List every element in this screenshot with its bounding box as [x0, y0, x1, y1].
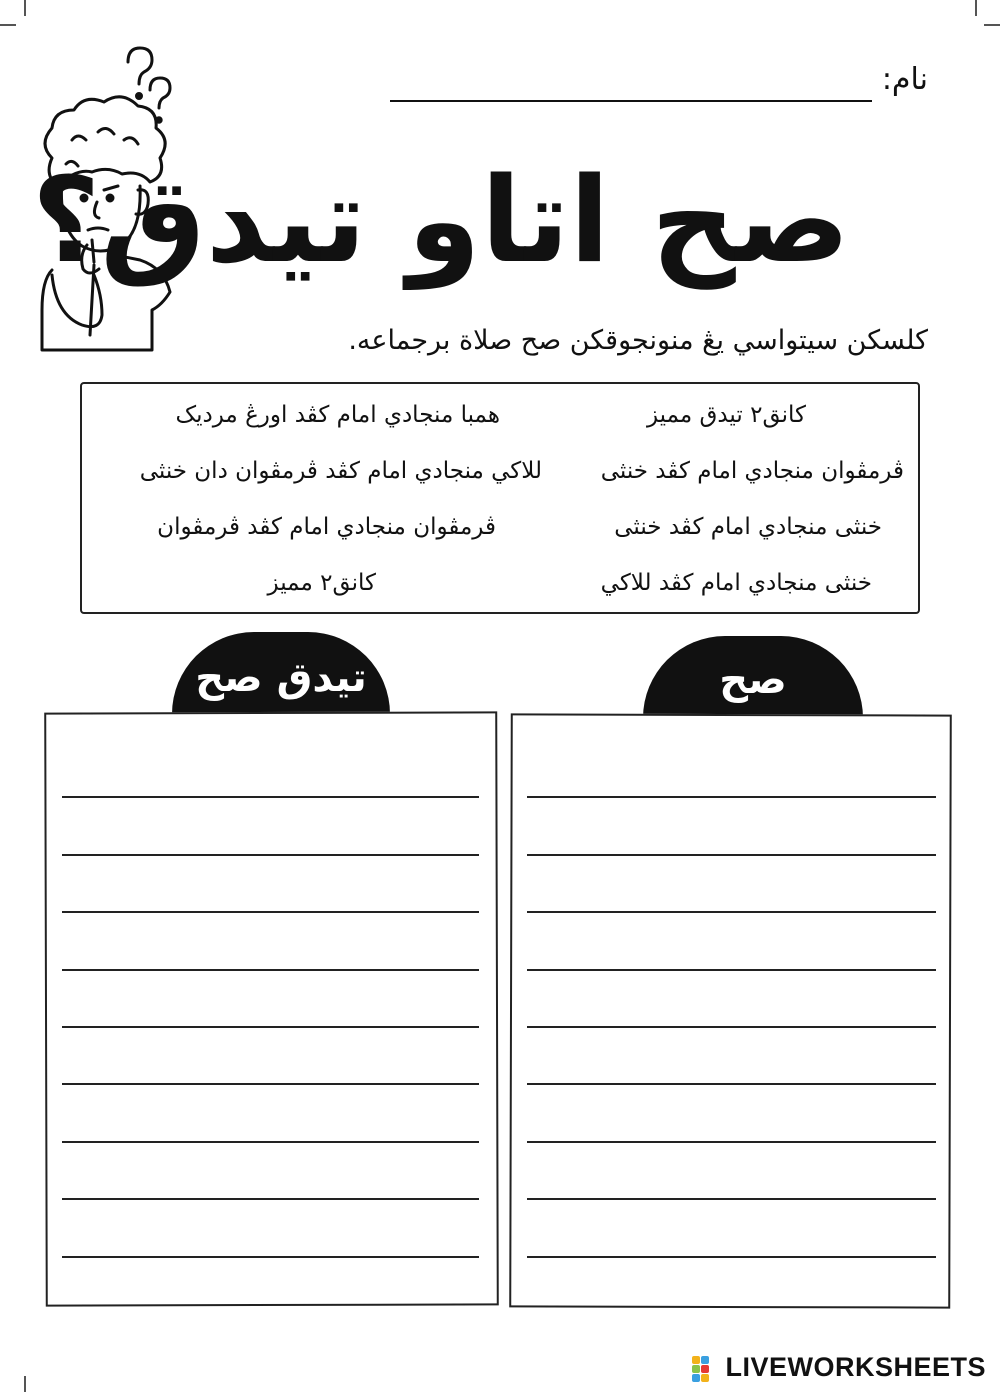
word-card[interactable]: للاكي منجادي امام كڤد ڤرمڤوان دان خنثى	[139, 458, 542, 484]
valid-dropzone[interactable]	[509, 713, 952, 1308]
corner-mark-top-right-h	[984, 24, 1000, 26]
answer-line[interactable]	[527, 1083, 936, 1085]
instruction-text: كلسكن سيتواسي يڠ منونجوقكن صح صلاة برجماعه.	[348, 325, 928, 356]
watermark-text: LIVEWORKSHEETS	[725, 1352, 986, 1382]
word-card[interactable]: خنثى منجادي امام كڤد خنثى	[614, 514, 882, 540]
name-label: نام:	[881, 62, 928, 97]
answer-line[interactable]	[62, 1083, 479, 1085]
answer-line[interactable]	[527, 796, 936, 798]
answer-line[interactable]	[62, 1141, 479, 1143]
word-card[interactable]: همبا منجادي امام كڤد اورڠ مرديک	[175, 402, 500, 428]
liveworksheets-logo-icon	[692, 1356, 710, 1382]
answer-line[interactable]	[527, 1198, 936, 1200]
word-card[interactable]: خنثى منجادي امام كڤد للاكي	[600, 570, 872, 596]
page-title: صح اتاو تيدق؟	[31, 151, 850, 289]
tab-not-valid	[172, 632, 390, 714]
corner-mark-top-right	[975, 0, 977, 16]
word-card[interactable]: كانق٢ تيدق مميز	[646, 402, 806, 428]
answer-line[interactable]	[62, 1256, 479, 1258]
word-card[interactable]: ڤرمڤوان منجادي امام كڤد خنثى	[600, 458, 904, 484]
answer-line[interactable]	[62, 854, 479, 856]
answer-line[interactable]	[527, 911, 936, 913]
answer-line[interactable]	[527, 1256, 936, 1258]
answer-line[interactable]	[62, 1026, 479, 1028]
name-input-line[interactable]	[390, 100, 872, 102]
answer-line[interactable]	[527, 969, 936, 971]
word-bank-box	[80, 382, 920, 614]
answer-line[interactable]	[527, 1026, 936, 1028]
answer-line[interactable]	[62, 1198, 479, 1200]
answer-line[interactable]	[62, 796, 479, 798]
tab-valid-label: صح	[719, 657, 787, 703]
answer-line[interactable]	[527, 1141, 936, 1143]
corner-mark-bottom-left	[24, 1376, 26, 1392]
word-card[interactable]: ڤرمڤوان منجادي امام كڤد ڤرمڤوان	[157, 514, 496, 540]
answer-line[interactable]	[527, 854, 936, 856]
not-valid-dropzone[interactable]	[44, 711, 499, 1306]
answer-line[interactable]	[62, 911, 479, 913]
corner-mark-top-left	[24, 0, 26, 16]
tab-not-valid-label: تيدق صح	[195, 655, 367, 701]
answer-line[interactable]	[62, 969, 479, 971]
tab-valid	[643, 636, 863, 718]
corner-mark-top-left-h	[0, 24, 16, 26]
word-card[interactable]: كانق٢ مميز	[267, 570, 376, 596]
